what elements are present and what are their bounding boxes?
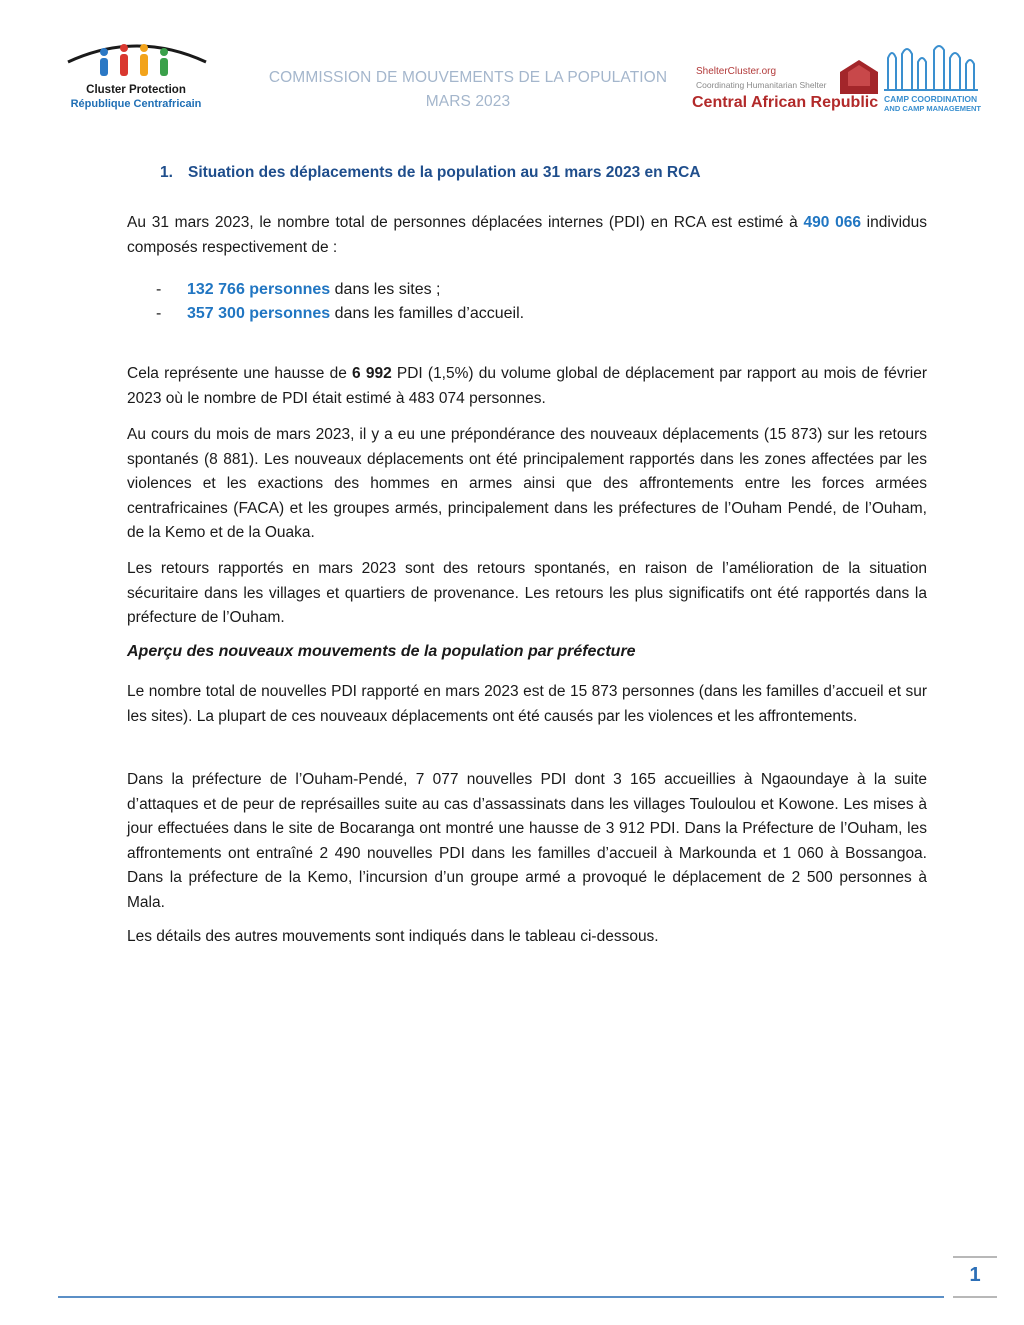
- population-breakdown-list: [156, 278, 916, 326]
- shelter-house-icon: [838, 56, 880, 96]
- cccm-people-icon: [882, 40, 982, 92]
- sites-text: dans les sites ;: [330, 281, 441, 298]
- subheading: Aperçu des nouveaux mouvements de la population par préfecture: [127, 643, 636, 660]
- logo-left-line1: Cluster Protection: [86, 84, 186, 96]
- increase-paragraph: [127, 362, 927, 411]
- increase-text-a: Cela représente une hausse de: [127, 365, 353, 382]
- cluster-protection-logo: [56, 30, 216, 114]
- total-pdi-value: 490 066: [803, 214, 861, 231]
- footer-divider: [58, 1296, 944, 1298]
- prefectures-paragraph: Dans la préfecture de l’Ouham-Pendé, 7 077 nouvelles PDI dont 3 165 accueillies à Ngaoundaye à la suite d’attaques et de peur de représailles suite au cas d’assassinats dans les villages Touloulou et Kowone. Les mises à jour effectuées dans le site de Bocaranga ont montré une hausse de 3 912 PDI. Dans la Préfecture de l’Ouham, les affrontements ont entraîné 2 490 nouvelles PDI dans les familles d’accueil à Markounda et 1 060 à Bossangoa. Dans la préfecture de la Kemo, l’incursion d’un groupe armé a provoqué le déplacement de 2 500 personnes à Mala.: [127, 771, 927, 911]
- section-heading: [160, 164, 701, 182]
- shelter-cccm-logos: [690, 40, 990, 120]
- page-number: 1: [969, 1264, 981, 1286]
- cccm-line2: AND CAMP MANAGEMENT: [884, 104, 981, 113]
- shelter-cluster-tagline: Coordinating Humanitarian Shelter: [696, 80, 827, 90]
- increase-text-b: PDI (1,5%) du volume global de déplacement par rapport au mois de février 2023 où le nombre de PDI était estimé à 483 074 personnes.: [127, 365, 927, 407]
- country-label: Central African Republic: [692, 94, 879, 111]
- returns-paragraph: Les retours rapportés en mars 2023 sont des retours spontanés, en raison de l’amélioration de la situation sécuritaire dans les villages et quartiers de provenance. Les retours les plus significatifs ont été rapportés dans la préfecture de l’Ouham.: [127, 560, 927, 626]
- intro-text-b: individus composés respectivement de :: [127, 214, 927, 256]
- details-paragraph: Les détails des autres mouvements sont indiqués dans le tableau ci-dessous.: [127, 928, 659, 945]
- logo-left-line2: République Centrafricain: [70, 98, 202, 110]
- cccm-line1: CAMP COORDINATION: [884, 94, 978, 104]
- march-movements-paragraph: Au cours du mois de mars 2023, il y a eu une prépondérance des nouveaux déplacements (15 873) sur les retours spontanés (8 881). Les nouveaux déplacements ont été principalement rapportés dans les zones affectées par les violences et les exactions des hommes en armes ainsi que des affrontements entre les forces armées centrafricaines (FACA) et les groupes armés, principalement dans les préfectures de l’Ouham Pendé, de l’Ouham, de la Kemo et de la Ouaka.: [127, 426, 927, 541]
- shelter-cluster-org: ShelterCluster.org: [696, 66, 777, 77]
- page-number-rule-top: [953, 1256, 997, 1258]
- header-title-line1: COMMISSION DE MOUVEMENTS DE LA POPULATION: [268, 69, 668, 86]
- header-title-line2: MARS 2023: [425, 93, 511, 110]
- list-item: [156, 302, 916, 326]
- bullet-dash: -: [156, 281, 162, 298]
- increase-value: 6 992: [352, 365, 392, 382]
- host-families-text: dans les familles d’accueil.: [330, 305, 525, 322]
- new-displacements-paragraph: Le nombre total de nouvelles PDI rapporté en mars 2023 est de 15 873 personnes (dans les familles d’accueil et sur les sites). La plupart de ces nouveaux déplacements ont été causés par les violences et les affrontements.: [127, 683, 927, 725]
- intro-paragraph: [127, 211, 927, 260]
- host-families-value: 357 300 personnes: [187, 305, 331, 322]
- section-number: 1.: [160, 164, 173, 181]
- section-title: Situation des déplacements de la population au 31 mars 2023 en RCA: [188, 164, 701, 181]
- page-number-rule-bottom: [953, 1296, 997, 1298]
- document-header-title: [258, 66, 678, 114]
- sites-value: 132 766 personnes: [187, 281, 331, 298]
- list-item: [156, 278, 916, 302]
- intro-text-a: Au 31 mars 2023, le nombre total de personnes déplacées internes (PDI) en RCA est estimé à: [127, 214, 804, 231]
- bullet-dash: -: [156, 305, 162, 322]
- people-figures-icon: [56, 30, 216, 86]
